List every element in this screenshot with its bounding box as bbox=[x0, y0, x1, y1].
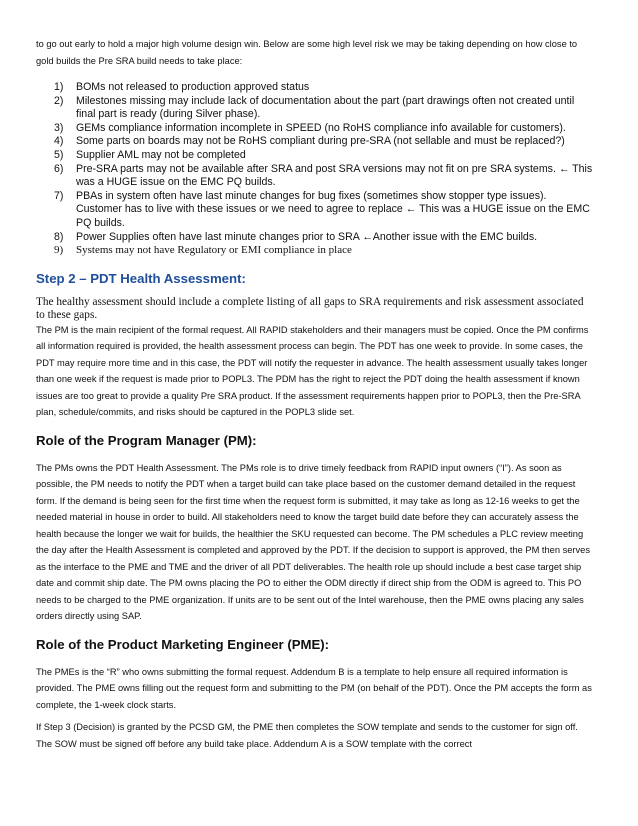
list-item bbox=[36, 81, 594, 95]
list-item bbox=[36, 231, 594, 245]
pme-role-paragraph-2: If Step 3 (Decision) is granted by the PCSD GM, the PME then completes the SOW template and sends to the customer for sign off. The SOW must be signed off before any build take place. Addendum A is a SOW template with the correct bbox=[36, 722, 578, 749]
list-item-text: Systems may not have Regulatory or EMI compliance in place bbox=[76, 244, 352, 257]
list-item-text: GEMs compliance information incomplete in SPEED (no RoHS compliance info available for customers). bbox=[76, 121, 566, 134]
list-number: 1) bbox=[54, 81, 64, 93]
list-number: 5) bbox=[54, 148, 64, 161]
list-item-text: Pre-SRA parts may not be available after SRA and post SRA versions may not fit on pre SRA systems. ← This was a HUGE issue on the EMC PQ builds. bbox=[76, 162, 593, 189]
step2-lead-paragraph: The healthy assessment should include a complete listing of all gaps to SRA requirements and risk assessment associated to these gaps. bbox=[36, 295, 584, 321]
list-number: 9) bbox=[54, 244, 64, 257]
list-number: 3) bbox=[54, 121, 64, 134]
risk-list bbox=[36, 81, 594, 258]
list-item bbox=[36, 190, 594, 231]
list-item-text: Supplier AML may not be completed bbox=[76, 148, 246, 161]
list-item bbox=[36, 135, 594, 149]
list-item bbox=[36, 122, 594, 136]
list-number: 2) bbox=[54, 94, 64, 107]
pme-role-heading: Role of the Product Marketing Engineer (PME): bbox=[36, 636, 330, 652]
pme-role-paragraph-1: The PMEs is the “R” who owns submitting the formal request. Addendum B is a template to help ensure all required information is provided. The PME owns filling out the request form and submitting to the PM (on behalf of the PDT). Once the PM accepts the form as complete, the 1-week clock starts. bbox=[36, 666, 592, 710]
list-item bbox=[36, 163, 594, 190]
list-item bbox=[36, 95, 594, 122]
list-item-text: PBAs in system often have last minute changes for bug fixes (sometimes show stopper type issues). Customer has to live with these issues or we need to agree to replace ← This was a HUGE issue on the EMC PQ builds. bbox=[76, 189, 590, 229]
list-item bbox=[36, 244, 594, 258]
list-number: 4) bbox=[54, 135, 64, 148]
pm-role-heading: Role of the Program Manager (PM): bbox=[36, 432, 257, 448]
list-item-text: Milestones missing may include lack of documentation about the part (part drawings often not created until final part is ready (during Silver phase). bbox=[76, 94, 575, 121]
list-number: 6) bbox=[54, 162, 64, 175]
pm-role-paragraph: The PMs owns the PDT Health Assessment. The PMs role is to drive timely feedback from RAPID input owners (“I”). As soon as possible, the PM needs to notify the PDT when a target build can take place based on the customer demand detailed in the request form. If the demand is being seen for the first time when the request form is submitted, it may take as long as 12-16 weeks to get the needed material in house in order to build. All stakeholders need to know the target build date before they can accurately assess the health because the longer we wait for builds, the healthier the SKU requested can become. The PM schedules a PLC review meeting the day after the Health Assessment is completed and approved by the PDT. If the decision to support is approved, the PM then serves as the interface to the PME and TME and the driver of all PDT deliverables. The health role up should include a best case target ship date and commit ship date. The PM owns placing the PO to either the ODM directly if direct ship from the ODM is agreed to. This PO needs to be charged to the PME organization. If units are to be sent out of the Intel warehouse, then the PME owns placing any sales orders directly using SAP. bbox=[36, 462, 590, 622]
list-item-text: Power Supplies often have last minute changes prior to SRA ←Another issue with the EMC builds. bbox=[76, 230, 538, 243]
step2-heading: Step 2 – PDT Health Assessment: bbox=[36, 270, 246, 286]
intro-paragraph: to go out early to hold a major high volume design win. Below are some high level risk we may be taking depending on how close to gold builds the Pre SRA build needs to take place: bbox=[36, 39, 578, 66]
list-number: 8) bbox=[54, 230, 64, 243]
list-item-text: BOMs not released to production approved status bbox=[76, 81, 310, 93]
list-item-text: Some parts on boards may not be RoHS compliant during pre-SRA (not sellable and must be replaced?) bbox=[76, 135, 565, 148]
step2-body-paragraph: The PM is the main recipient of the formal request. All RAPID stakeholders and their managers must be copied. Once the PM confirms all information required is provided, the health assessment process can begin. The PDT has one week to provide. In some cases, the PDT may require more time and in this case, the PDT will notify the requester in advance. The health assessment usually takes longer than one week if the request is made prior to POPL3. The PDM has the right to reject the PDT doing the health assessment if known issues are too great to provide a quality Pre SRA product. If the assessment requirements happen prior to POPL3, then the Pre-SRA plan, schedule/commits, and risks should be captured in the POPL3 slide set. bbox=[36, 324, 589, 418]
list-number: 7) bbox=[54, 189, 64, 202]
list-item bbox=[36, 149, 594, 163]
